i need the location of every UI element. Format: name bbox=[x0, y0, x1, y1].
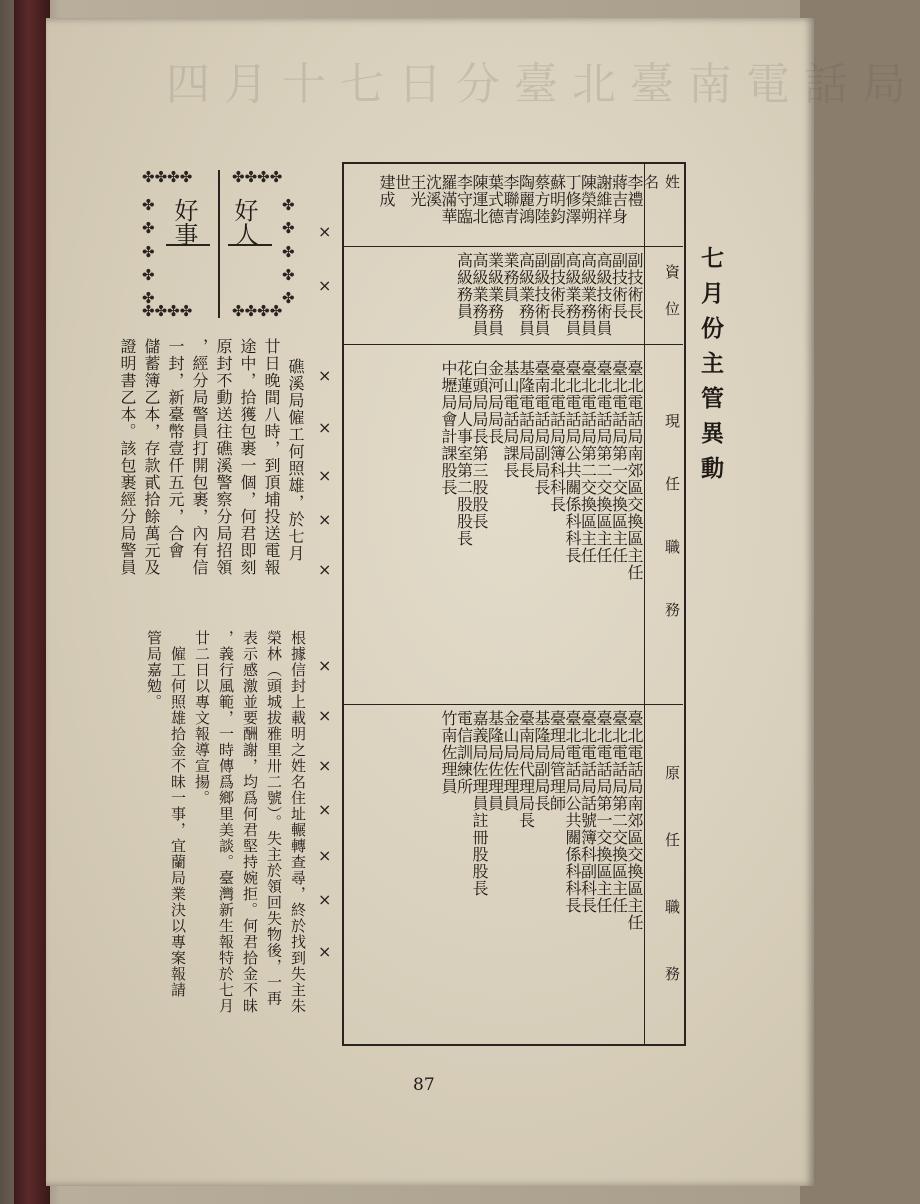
ranks-row bbox=[456, 252, 642, 344]
previous-post-entry: 電信訓練所 bbox=[454, 710, 474, 795]
separator-mark: × bbox=[318, 706, 332, 725]
previous-post-entry: 金山局佐理員 bbox=[501, 710, 520, 812]
previous-post-entry: 基隆局副局長 bbox=[532, 710, 551, 812]
name-entry: 世 bbox=[392, 174, 412, 191]
separator-mark: × bbox=[318, 222, 332, 241]
current-posts-row bbox=[441, 360, 643, 700]
rank-entry: 副技術長 bbox=[547, 252, 567, 320]
header-current: 現任職務 bbox=[663, 413, 681, 665]
name-entry: 謝維祥 bbox=[594, 174, 613, 225]
name-entry: 陳榮朔 bbox=[578, 174, 598, 225]
previous-post-entry: 臺北電話局第二交換區主任 bbox=[609, 710, 629, 914]
names-row bbox=[379, 174, 643, 246]
name-entry: 陳運北 bbox=[470, 174, 489, 225]
story-column: 根據信封上載明之姓名住址輾轉查尋，終於找到失主朱 bbox=[289, 630, 307, 1014]
rank-entry: 高級業務員 bbox=[516, 252, 536, 337]
table-header-column bbox=[644, 164, 683, 1044]
name-entry: 蔣吉身 bbox=[609, 174, 629, 225]
current-post-entry: 金河局局長 bbox=[485, 360, 505, 445]
rank-entry: 高級務員 bbox=[454, 252, 474, 320]
story-column: ，義行風範，一時傳爲鄉里美談。臺灣新生報特於七月 bbox=[217, 630, 235, 1014]
rank-entry: 高級技術員 bbox=[594, 252, 613, 337]
story-column: 廿二日以專文報導宣揚。 bbox=[193, 630, 211, 806]
ornament-icon: ✤✤✤✤ bbox=[142, 168, 193, 186]
name-entry: 羅滿華 bbox=[439, 174, 458, 225]
story-column: 途中，拾獲包裹一個，何君即刻 bbox=[238, 338, 257, 576]
name-entry: 蔡方陸 bbox=[532, 174, 551, 225]
bleed-through-text: 四月十七日分臺北臺南電話局 bbox=[166, 59, 920, 110]
name-entry: 李禮 bbox=[625, 174, 644, 208]
current-post-entry: 臺北電話局第二交換區主任 bbox=[578, 360, 598, 564]
rank-entry: 高級業務員 bbox=[578, 252, 598, 337]
rank-entry: 副級技術員 bbox=[532, 252, 551, 337]
name-entry: 李聯青 bbox=[501, 174, 520, 225]
name-entry: 葉式德 bbox=[485, 174, 505, 225]
story-column: 礁溪局僱工何照雄，於七月 bbox=[286, 358, 305, 562]
previous-post-entry: 臺理局管理師 bbox=[547, 710, 567, 812]
rank-entry: 高級業務員 bbox=[470, 252, 489, 337]
story-column: ，經分局警員打開包裹，內有信 bbox=[190, 338, 209, 576]
story-column: 一封，新臺幣壹仟五元，合會 bbox=[166, 338, 185, 559]
story-column: 廿日晚間八時，到頂埔投送電報 bbox=[262, 338, 281, 576]
current-post-entry: 基隆電話局局長 bbox=[516, 360, 536, 479]
story-column: 僱工何照雄拾金不昧一事，宜蘭局業決以專案報請 bbox=[169, 630, 187, 998]
story-column: 管局嘉勉。 bbox=[145, 630, 163, 710]
previous-post-entry: 臺北電話局第一交換區主任 bbox=[594, 710, 613, 914]
name-entry: 沈溪 bbox=[423, 174, 443, 208]
header-name: 姓名 bbox=[642, 174, 681, 211]
separator-mark: × bbox=[318, 276, 332, 295]
separator-mark: × bbox=[318, 560, 332, 579]
previous-post-entry: 臺北電話局南郊區交換區主任 bbox=[625, 710, 644, 931]
separator-mark: × bbox=[318, 418, 332, 437]
current-post-entry: 臺南電話局副局長 bbox=[532, 360, 551, 496]
ornament-icon: ✤✤✤✤ bbox=[232, 168, 283, 186]
previous-post-entry: 基隆局佐理員 bbox=[485, 710, 505, 812]
separator-mark: × bbox=[318, 510, 332, 529]
rank-entry: 高級業務員 bbox=[563, 252, 582, 337]
name-entry: 建成 bbox=[377, 174, 396, 208]
separator-mark: × bbox=[318, 366, 332, 385]
separator-mark: × bbox=[318, 800, 332, 819]
name-entry: 王光 bbox=[408, 174, 427, 208]
previous-post-entry: 臺北電話局公共關係科科長 bbox=[563, 710, 582, 914]
emblem-left-text: 好事 bbox=[170, 198, 198, 246]
story-column: 儲蓄簿乙本，存款貳拾餘萬元及 bbox=[142, 338, 161, 576]
rank-entry: 副技術長 bbox=[609, 252, 629, 320]
emblem-right-text: 好人 bbox=[230, 198, 258, 246]
rank-entry: 副技術長 bbox=[625, 252, 644, 320]
separator-mark: × bbox=[318, 846, 332, 865]
ornament-icon: ✤ ✤ ✤ ✤ ✤ bbox=[282, 196, 295, 307]
header-previous: 原任職務 bbox=[663, 765, 681, 1033]
emblem-divider bbox=[218, 170, 220, 318]
name-entry: 蘇明鈞 bbox=[547, 174, 567, 225]
previous-post-entry: 嘉義局佐理員註冊股股長 bbox=[470, 710, 489, 897]
ornament-icon: ✤✤✤✤ bbox=[142, 302, 193, 320]
previous-post-entry: 竹南佐理員 bbox=[439, 710, 458, 795]
story-column: 榮林（頭城拔雅里卅二號）。失主於領回失物後，一再 bbox=[265, 630, 283, 1007]
story-column: 證明書乙本。該包裹經分局警員 bbox=[118, 338, 137, 576]
ornament-icon: ✤ ✤ ✤ ✤ ✤ bbox=[142, 196, 155, 307]
book-spine bbox=[14, 0, 50, 1204]
previous-posts-row bbox=[441, 710, 643, 1040]
separator-mark: × bbox=[318, 656, 332, 675]
separator-mark: × bbox=[318, 756, 332, 775]
current-post-entry: 臺北電話局公共關係科科長 bbox=[563, 360, 582, 564]
separator-mark: × bbox=[318, 466, 332, 485]
current-post-entry: 臺北電話局南郊區交換區主任 bbox=[625, 360, 644, 581]
story-column: 表示感激並要酬謝，均爲何君堅持婉拒。何君拾金不昧 bbox=[241, 630, 259, 1014]
current-post-entry: 花蓮局人事室第二股股長 bbox=[454, 360, 474, 547]
page-number: 87 bbox=[413, 1075, 435, 1095]
current-post-entry: 臺北電話局第二交換區主任 bbox=[594, 360, 613, 564]
previous-post-entry: 臺北電話局話號簿科副科長 bbox=[578, 710, 598, 914]
rank-entry: 業級業務員 bbox=[485, 252, 505, 337]
name-entry: 李守臨 bbox=[454, 174, 474, 225]
current-post-entry: 臺北電話局第一交換區主任 bbox=[609, 360, 629, 564]
rank-entry: 業務員 bbox=[501, 252, 520, 303]
current-post-entry: 中壢局會計課股長 bbox=[439, 360, 458, 496]
separator-mark: × bbox=[318, 942, 332, 961]
good-deed-emblem bbox=[140, 164, 298, 324]
current-post-entry: 白頭局局長第三股股長 bbox=[470, 360, 489, 530]
ornament-icon: ✤✤✤✤ bbox=[232, 302, 283, 320]
name-entry: 陶麗鴻 bbox=[516, 174, 536, 225]
header-rank: 資位 bbox=[663, 264, 681, 338]
name-entry: 丁修澤 bbox=[563, 174, 582, 225]
personnel-table bbox=[342, 162, 686, 1046]
current-post-entry: 基山電話局課長 bbox=[501, 360, 520, 479]
page-title: 七月份主管異動 bbox=[697, 246, 723, 491]
story-column: 原封不動送往礁溪警察分局招領 bbox=[214, 338, 233, 576]
separator-mark: × bbox=[318, 890, 332, 909]
current-post-entry: 臺北電話局簿科科長 bbox=[547, 360, 567, 513]
previous-post-entry: 臺南局代理局長 bbox=[516, 710, 536, 829]
